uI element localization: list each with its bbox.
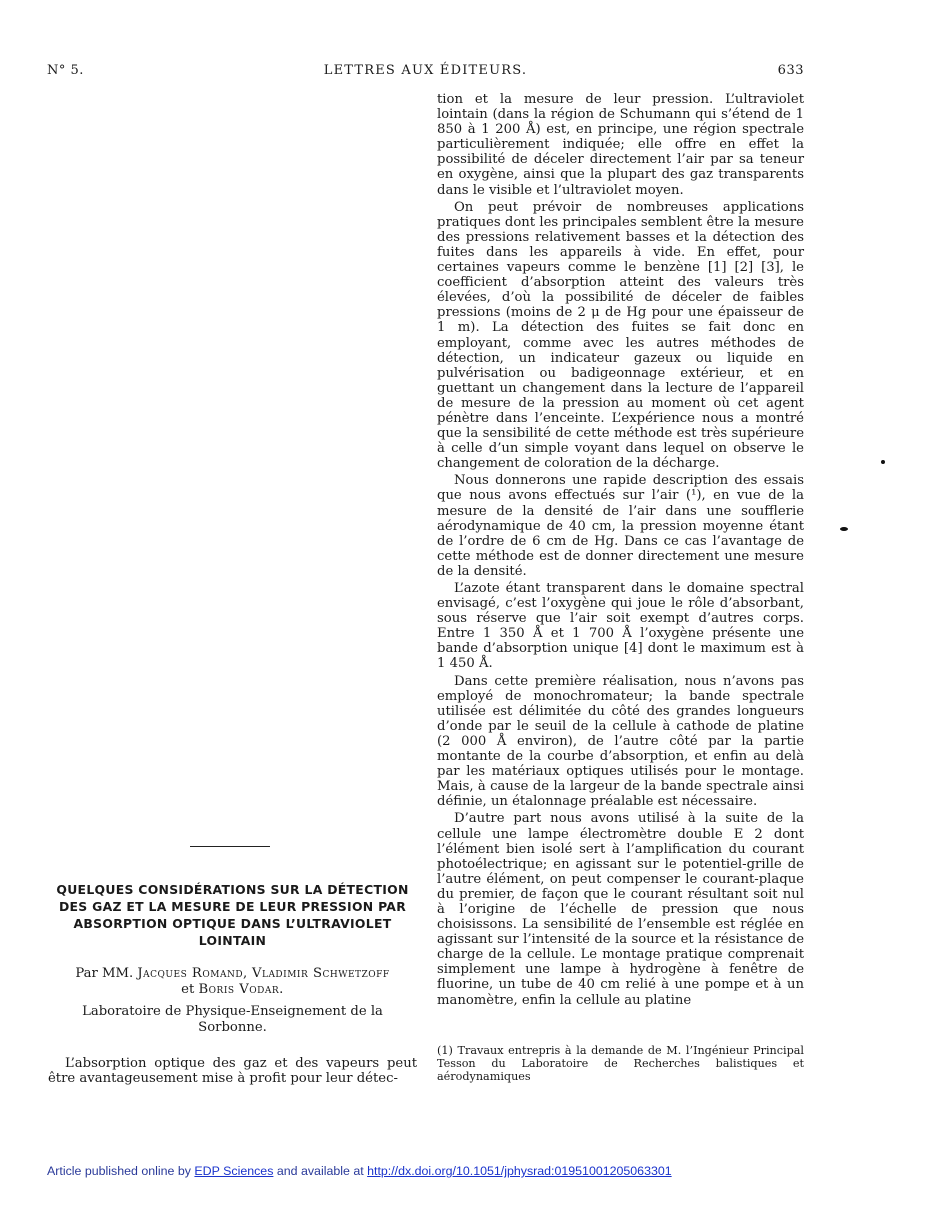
page-number: 633: [777, 63, 804, 78]
footnote: [437, 1045, 804, 1083]
article-title: QUELQUES CONSIDÉRATIONS SUR LA DÉTECTION DES GAZ ET LA MESURE DE LEUR PRESSION PAR ABSORPTION OPTIQUE DANS L’ULTRAVIOLET LOINTAIN: [56, 882, 409, 948]
left-column: [48, 1056, 417, 1086]
scan-speck: [881, 460, 885, 464]
author-list: [48, 966, 417, 997]
scan-speck: [840, 527, 848, 531]
authors-prefix: Par MM.: [75, 966, 134, 981]
footer-prefix: Article published online by: [47, 1164, 191, 1178]
paragraph: D’autre part nous avons utilisé à la suite de la cellule une lampe électromètre double E 2 dont l’élément bien isolé sert à l’amplification du courant photoélectrique; en agissant sur le potentiel-grille de l’autre élément, on peut compenser le courant-plaque du premier, de façon que le courant résultant soit nul à l’origine de l’échelle de pression que nous choisissons. La sensibilité de l’ensemble est réglée en agissant sur l’intensité de la source et la résistance de charge de la cellule. Le montage pratique comprenait simplement une lampe à hydrogène à fenêtre de fluorine, un tube de 40 cm relié à une pompe et à un manomètre, enfin la cellule au platine: [437, 811, 804, 1008]
paragraph: Nous donnerons une rapide description des essais que nous avons effectués sur l’air (¹), en vue de la mesure de la densité de l’air dans une soufflerie aérodynamique de 40 cm, la pression moyenne étant de l’ordre de 6 cm de Hg. Dans ce cas l’avantage de cette méthode est de donner directement une mesure de la densité.: [437, 473, 804, 579]
affiliation: Laboratoire de Physique-Enseignement de la Sorbonne.: [82, 1004, 383, 1035]
issue-number: N° 5.: [47, 63, 84, 78]
paragraph: tion et la mesure de leur pression. L’ultraviolet lointain (dans la région de Schumann qui s’étend de 1 850 à 1 200 Å) est, en principe, une région spectrale particulièrement indiquée; elle offre en effet la possibilité de déceler directement l’air par sa teneur en oxygène, ainsi que la plupart des gaz transparents dans le visible et l’ultraviolet moyen.: [437, 92, 804, 198]
section-divider: [190, 846, 270, 847]
paragraph: L’azote étant transparent dans le domaine spectral envisagé, c’est l’oxygène qui joue le rôle d’absorbant, sous réserve que l’air soit exempt d’autres corps. Entre 1 350 Å et 1 700 Å l’oxygène présente une bande d’absorption unique [4] dont le maximum est à 1 450 Å.: [437, 581, 804, 672]
paragraph: On peut prévoir de nombreuses applications pratiques dont les principales semblent être la mesure des pressions relativement basses et la détection des fuites dans les appareils à vide. En effet, pour certaines vapeurs comme le benzène [1] [2] [3], le coefficient d’absorption atteint des valeurs très élevées, d’où la possibilité de déceler de faibles pressions (moins de 2 μ de Hg pour une épaisseur de 1 m). La détection des fuites se fait donc en employant, comme avec les autres méthodes de détection, un indicateur gazeux ou liquide en pulvérisation ou badigeonnage extérieur, et en guettant un changement dans la lecture de l’appareil de mesure de la pression au moment où cet agent pénètre dans l’enceinte. L’expérience nous a montré que la sensibilité de cette méthode est très supérieure à celle d’un simple voyant dans lequel on observe le changement de coloration de la décharge.: [437, 199, 804, 472]
author-name: Vladimir Schwetzoff: [251, 966, 390, 981]
right-column: [437, 92, 804, 1008]
doi-link[interactable]: http://dx.doi.org/10.1051/jphysrad:01951001205063301: [367, 1164, 672, 1178]
journal-section-title: LETTRES AUX ÉDITEURS.: [323, 63, 528, 78]
author-name: Boris Vodar.: [198, 981, 284, 997]
publication-footer: [47, 1164, 807, 1178]
footnote-marker: (1): [437, 1044, 453, 1057]
footer-middle: and available at: [276, 1164, 364, 1178]
publisher-link[interactable]: EDP Sciences: [194, 1164, 274, 1178]
authors-join: et: [181, 981, 195, 997]
running-header: [47, 63, 804, 81]
author-name: Jacques Romand,: [137, 966, 248, 981]
intro-paragraph: L’absorption optique des gaz et des vapeurs peut être avantageusement mise à profit pour leur détec-: [48, 1056, 417, 1087]
footnote-text: Travaux entrepris à la demande de M. l’Ingénieur Principal Tesson du Laboratoire de Recherches balistiques et aérodynamiques: [437, 1044, 804, 1083]
paragraph: Dans cette première réalisation, nous n’avons pas employé de monochromateur; la bande spectrale utilisée est délimitée du côté des grandes longueurs d’onde par le seuil de la cellule à cathode de platine (2 000 Å environ), de l’autre côté par la partie montante de la courbe d’absorption, et enfin au delà par les matériaux optiques utilisés pour le montage. Mais, à cause de la largeur de la bande spectrale ainsi définie, un étalonnage préalable est nécessaire.: [437, 673, 804, 810]
